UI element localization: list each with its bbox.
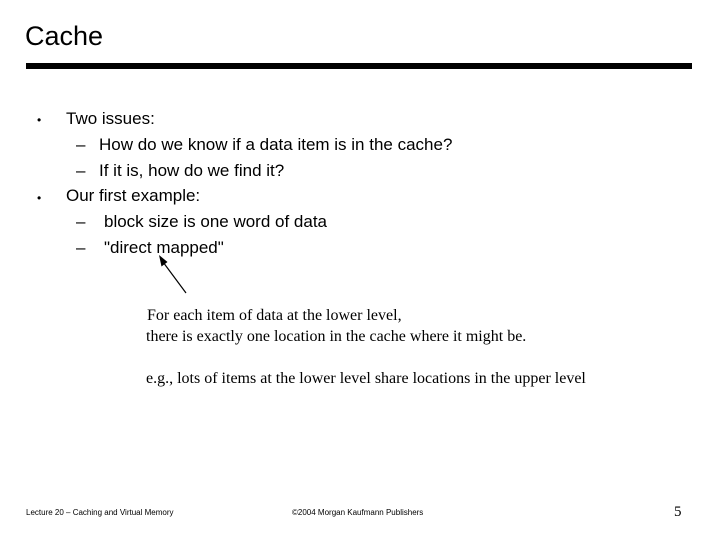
slide-title: Cache bbox=[25, 21, 104, 51]
sub-bullet-marker: – bbox=[76, 135, 86, 154]
sub-bullet-how-know: How do we know if a data item is in the cache? bbox=[99, 135, 453, 154]
page-number: 5 bbox=[674, 504, 682, 520]
sub-bullet-marker: – bbox=[76, 212, 86, 231]
footer-lecture-title: Lecture 20 – Caching and Virtual Memory bbox=[26, 508, 174, 517]
bullet-two-issues: Two issues: bbox=[66, 109, 155, 128]
annotation-example: e.g., lots of items at the lower level share locations in the upper level bbox=[146, 370, 586, 387]
bullet-marker: • bbox=[37, 191, 42, 205]
sub-bullet-block-size: block size is one word of data bbox=[104, 212, 328, 231]
bullet-first-example: Our first example: bbox=[66, 186, 201, 205]
bullet-marker: • bbox=[37, 113, 42, 127]
sub-bullet-direct-mapped: "direct mapped" bbox=[104, 238, 224, 257]
sub-bullet-marker: – bbox=[76, 238, 86, 257]
annotation-line-2: there is exactly one location in the cache where it might be. bbox=[146, 328, 527, 345]
sub-bullet-how-find: If it is, how do we find it? bbox=[99, 161, 285, 180]
footer-copyright: ©2004 Morgan Kaufmann Publishers bbox=[292, 508, 424, 517]
sub-bullet-marker: – bbox=[76, 161, 86, 180]
annotation-line-1: For each item of data at the lower level, bbox=[147, 307, 402, 324]
